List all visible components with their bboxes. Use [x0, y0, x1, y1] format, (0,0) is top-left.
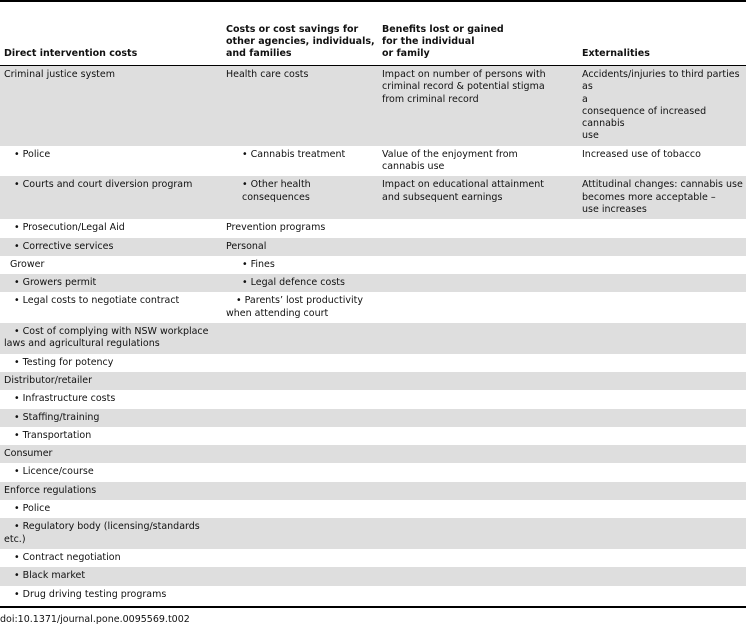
table-cell: [578, 390, 746, 408]
table-cell: Distributor/retailer: [0, 372, 222, 390]
table-cell: [222, 323, 378, 354]
table-row: [0, 323, 746, 354]
table-row: [0, 219, 746, 237]
table-cell: • Contract negotiation: [0, 549, 222, 567]
table-cell: • Testing for potency: [0, 354, 222, 372]
table-cell: Grower: [0, 256, 222, 274]
table-cell: [378, 323, 578, 354]
table-cell: • Transportation: [0, 427, 222, 445]
table-cell: Impact on number of persons with criminal record & potential stigma from criminal record: [378, 66, 578, 146]
table-cell: [578, 500, 746, 518]
table-cell: Prevention programs: [222, 219, 378, 237]
table-cell: • Legal costs to negotiate contract: [0, 292, 222, 323]
table-cell: [222, 390, 378, 408]
table-cell: • Corrective services: [0, 238, 222, 256]
table-cell: [378, 567, 578, 585]
table-cell: • Fines: [222, 256, 378, 274]
table-cell: [222, 518, 378, 549]
table-row: [0, 256, 746, 274]
table-cell: • Licence/course: [0, 463, 222, 481]
table-row: [0, 354, 746, 372]
table-cell: [378, 256, 578, 274]
table-row: [0, 238, 746, 256]
table-row: [0, 518, 746, 549]
table-row: [0, 390, 746, 408]
table-cell: [378, 500, 578, 518]
table-cell: [578, 586, 746, 604]
header-direct-costs: Direct intervention costs: [4, 48, 138, 59]
table-row: [0, 445, 746, 463]
table-cell: [222, 445, 378, 463]
table-cell: Impact on educational attainment and subsequent earnings: [378, 176, 578, 219]
doi-footnote: doi:10.1371/journal.pone.0095569.t002: [0, 614, 190, 625]
table-cell: [222, 427, 378, 445]
table-row: [0, 500, 746, 518]
table-cell: [578, 238, 746, 256]
table-row: [0, 274, 746, 292]
table-cell: Attitudinal changes: cannabis use becomes more acceptable – use increases: [578, 176, 746, 219]
table-cell: [222, 500, 378, 518]
table-cell: [578, 274, 746, 292]
table-cell: • Other health consequences: [222, 176, 378, 219]
table-cell: • Staffing/training: [0, 409, 222, 427]
table-cell: • Black market: [0, 567, 222, 585]
table-row: [0, 292, 746, 323]
cost-benefit-table: [0, 20, 746, 604]
table-top-rule: [0, 0, 746, 2]
table-cell: [578, 354, 746, 372]
table-row: [0, 409, 746, 427]
table-bottom-rule: [0, 606, 746, 608]
table-cell: [378, 354, 578, 372]
table-cell: [222, 586, 378, 604]
table-cell: [378, 482, 578, 500]
table-cell: [378, 372, 578, 390]
table-row: [0, 372, 746, 390]
table-cell: [378, 463, 578, 481]
table-cell: • Parents’ lost productivity when attending court: [222, 292, 378, 323]
table-cell: [222, 409, 378, 427]
table-cell: • Prosecution/Legal Aid: [0, 219, 222, 237]
table-cell: Enforce regulations: [0, 482, 222, 500]
table-row: [0, 586, 746, 604]
table-cell: [578, 427, 746, 445]
table-cell: • Courts and court diversion program: [0, 176, 222, 219]
table-row: [0, 176, 746, 219]
table-cell: [222, 463, 378, 481]
table-cell: [578, 445, 746, 463]
table-cell: [378, 274, 578, 292]
table-cell: [222, 354, 378, 372]
table-cell: Value of the enjoyment from cannabis use: [378, 146, 578, 177]
table-cell: [578, 292, 746, 323]
table-cell: [378, 518, 578, 549]
table-cell: • Police: [0, 500, 222, 518]
table-cell: • Drug driving testing programs: [0, 586, 222, 604]
table-row: [0, 427, 746, 445]
table-cell: • Growers permit: [0, 274, 222, 292]
table-cell: [222, 567, 378, 585]
table-cell: [378, 409, 578, 427]
table-cell: Health care costs: [222, 66, 378, 146]
table-cell: [222, 482, 378, 500]
table-cell: Accidents/injuries to third parties as a consequence of increased cannabis use: [578, 66, 746, 146]
table-cell: [578, 219, 746, 237]
table-cell: [378, 427, 578, 445]
table-cell: [378, 390, 578, 408]
table-cell: [378, 219, 578, 237]
table-cell: • Infrastructure costs: [0, 390, 222, 408]
table-cell: [578, 372, 746, 390]
table-cell: Personal: [222, 238, 378, 256]
table-cell: [578, 482, 746, 500]
table-cell: Consumer: [0, 445, 222, 463]
table-cell: [578, 567, 746, 585]
table-row: [0, 482, 746, 500]
table-cell: [378, 586, 578, 604]
table-cell: Criminal justice system: [0, 66, 222, 146]
table-cell: [378, 292, 578, 323]
table-cell: • Police: [0, 146, 222, 177]
header-benefits: Benefits lost or gained for the individual or family: [382, 24, 504, 59]
table-cell: • Cannabis treatment: [222, 146, 378, 177]
table-row: [0, 567, 746, 585]
table-cell: • Regulatory body (licensing/standards etc.): [0, 518, 222, 549]
table-cell: [378, 238, 578, 256]
table-cell: [222, 549, 378, 567]
table-row: [0, 549, 746, 567]
table-cell: [578, 518, 746, 549]
table-row: [0, 66, 746, 146]
table-cell: [578, 463, 746, 481]
table-cell: [378, 549, 578, 567]
table-cell: [378, 445, 578, 463]
table-cell: [578, 409, 746, 427]
header-other-costs: Costs or cost savings for other agencies, individuals, and families: [226, 24, 375, 59]
table-row: [0, 463, 746, 481]
table-cell: [578, 256, 746, 274]
table-header-row: [0, 20, 746, 66]
table-row: [0, 146, 746, 177]
header-externalities: Externalities: [582, 48, 650, 59]
table-cell: [222, 372, 378, 390]
table-cell: • Cost of complying with NSW workplace laws and agricultural regulations: [0, 323, 222, 354]
table-cell: Increased use of tobacco: [578, 146, 746, 177]
table-cell: [578, 323, 746, 354]
table-cell: [578, 549, 746, 567]
table-cell: • Legal defence costs: [222, 274, 378, 292]
